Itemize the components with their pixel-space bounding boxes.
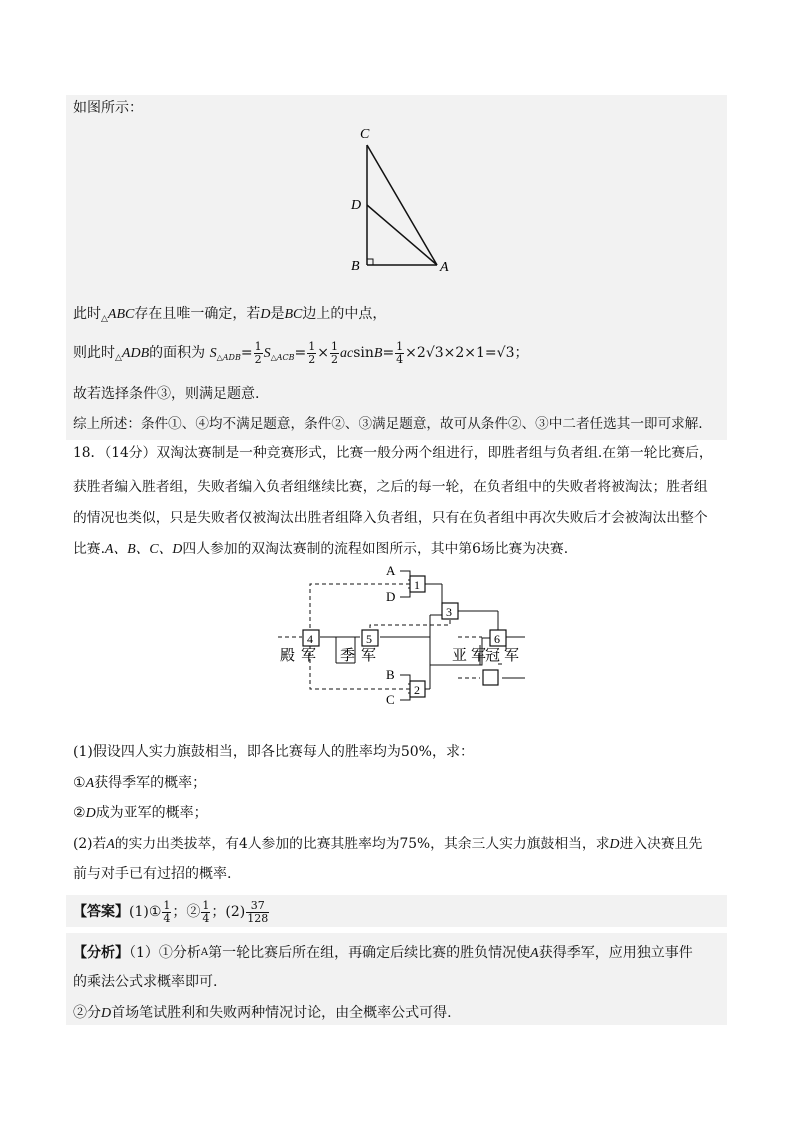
answer-fraction-1: $\frac{1}{4}$: [163, 898, 171, 925]
problem-line-3: 的情况也类似，只是失败者仅被淘汰出胜者组降入负者组，只有在负者组中再次失败后才会被淘汰出整个: [73, 510, 708, 526]
match-5-label: 5: [366, 632, 372, 646]
fraction-half: $\frac{1}{2}$: [254, 339, 262, 366]
problem-line-4: 比赛.A、B、C、D四人参加的双淘汰赛制的流程如图所示，其中第6场比赛为决赛.: [73, 541, 569, 557]
player-a-label: A: [386, 563, 396, 578]
vertex-a-label: A: [440, 260, 449, 275]
fraction-half-2: $\frac{1}{2}$: [308, 339, 316, 366]
question-2: (2)若A的实力出类拔萃，有4人参加的比赛其胜率均为75%，其余三人实力旗鼓相当，求D进入决赛且先: [73, 836, 703, 852]
analysis-line-2: 的乘法公式求概率即可.: [73, 974, 218, 990]
third-place-label: 季军: [340, 648, 383, 664]
match-3-label: 3: [446, 605, 452, 619]
fraction-quarter: $\frac{1}{4}$: [396, 339, 404, 366]
bracket-diagram: [270, 560, 530, 710]
player-b-label: B: [386, 667, 395, 682]
question-2-continued: 前与对手已有过招的概率.: [73, 866, 232, 882]
answer-line: 【答案】(1)① $\frac{1}{4}$ ；② $\frac{1}{4}$ ；(2) $\frac{37}{128}$: [73, 898, 269, 925]
match-2-label: 2: [414, 683, 420, 697]
existence-line: 此时$_\triangle$ABC存在且唯一确定，若D是BC边上的中点，: [73, 306, 387, 324]
question-1b: ②D成为亚军的概率；: [73, 805, 208, 821]
match-6-label: 6: [494, 632, 500, 646]
vertex-b-label: B: [351, 259, 360, 274]
champion-label: 冠军: [485, 648, 524, 664]
analysis-line-1: 【分析】（1）①分析A第一轮比赛后所在组，再确定后续比赛的胜负情况使A获得季军，应用独立事件: [73, 945, 693, 961]
question-1: (1)假设四人实力旗鼓相当，即各比赛每人的胜率均为50%，求：: [73, 744, 474, 760]
second-place-label: 亚军: [452, 648, 491, 664]
area-formula-line: 则此时$_\triangle$ADB的面积为 $S_{\triangle ADB}=$ $\frac{1}{2}$ $S_{\triangle ACB}=$ $\frac{1}{2}$ × $\frac{1}{2}$ acsinB= $\frac{1}{4}$ ×2√3×2×1=√3；: [73, 339, 529, 366]
condition3-line: 故若选择条件③，则满足题意.: [73, 386, 260, 402]
vertex-c-label: C: [360, 127, 370, 142]
fourth-place-label: 殿军: [280, 648, 323, 664]
answer-fraction-2: $\frac{1}{4}$: [202, 898, 210, 925]
answer-fraction-3: $\frac{37}{128}$: [247, 898, 269, 925]
intro-text: 如图所示：: [73, 100, 143, 116]
question-1a: ①A获得季军的概率；: [73, 775, 207, 791]
problem-line-1: 18．（14分）双淘汰赛制是一种竞赛形式，比赛一般分两个组进行，即胜者组与负者组.在第一轮比赛后，: [73, 445, 713, 461]
vertex-d-label: D: [351, 198, 362, 213]
player-d-label: D: [386, 589, 396, 604]
analysis-line-3: ②分D首场笔试胜利和失败两种情况讨论，由全概率公式可得.: [73, 1005, 452, 1021]
match-4-label: 4: [307, 632, 313, 646]
fraction-half-3: $\frac{1}{2}$: [330, 339, 338, 366]
triangle-figure: [340, 118, 480, 278]
player-c-label: C: [386, 692, 395, 707]
match-1-label: 1: [414, 578, 420, 592]
summary-line: 综上所述：条件①、④均不满足题意，条件②、③满足题意，故可从条件②、③中二者任选其一即可求解.: [73, 416, 703, 432]
problem-line-2: 获胜者编入胜者组，失败者编入负者组继续比赛，之后的每一轮，在负者组中的失败者将被淘汰；胜者组: [73, 479, 708, 495]
